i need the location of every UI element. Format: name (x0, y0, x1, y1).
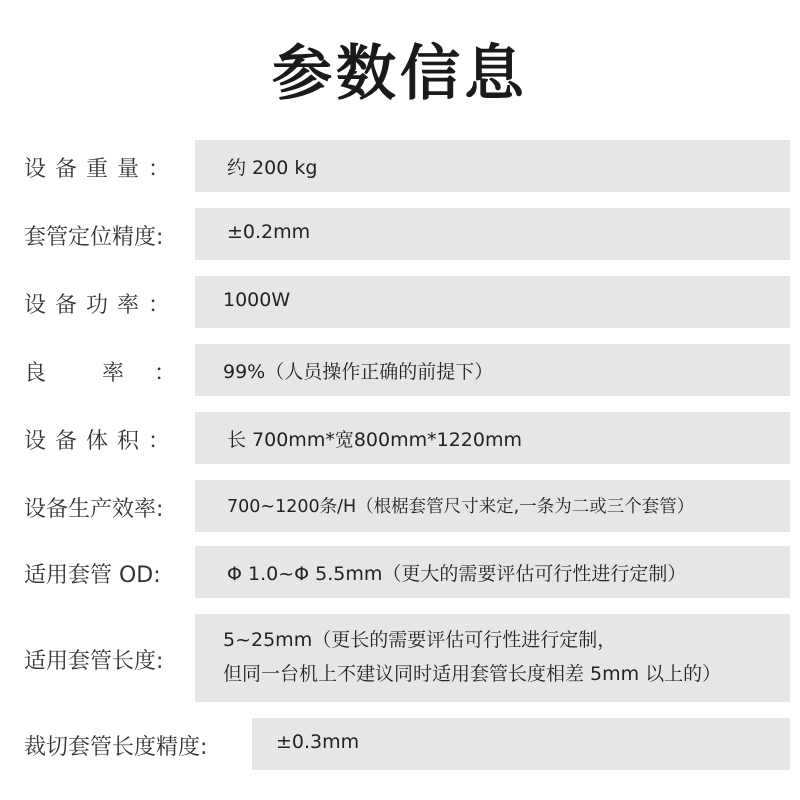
param-value: ±0.3mm (276, 731, 360, 753)
param-value-box (195, 614, 790, 702)
param-value-box (252, 718, 790, 770)
param-value-box (195, 480, 790, 532)
param-label: 套管定位精度: (24, 225, 164, 250)
page-title: 参数信息 (272, 39, 528, 109)
param-label: 设备生产效率: (24, 497, 164, 522)
param-value-box (195, 412, 790, 464)
param-row-positioning-precision (0, 208, 800, 260)
param-label: 设 备 体 积 ： (24, 429, 171, 454)
param-row-volume (0, 412, 800, 464)
param-value-line: 5~25mm（更长的需要评估可行性进行定制， (223, 629, 617, 651)
param-value: 约 200 kg (227, 157, 318, 179)
param-label: 良 率 ： (24, 361, 181, 386)
param-row-efficiency (0, 480, 800, 532)
param-value-line: 但同一台机上不建议同时适用套管长度相差 5mm 以上的） (223, 663, 722, 685)
param-value: 1000W (223, 289, 291, 311)
param-label: 设 备 功 率 ： (24, 293, 171, 318)
param-value-box (195, 344, 790, 396)
param-label: 适用套管 OD: (24, 563, 161, 588)
param-value-box (195, 140, 790, 192)
param-label: 适用套管长度: (24, 649, 164, 674)
param-value: 长 700mm*宽800mm*1220mm (227, 429, 522, 451)
param-row-weight (0, 140, 800, 192)
param-row-cut-precision (0, 718, 800, 770)
param-value: 99%（人员操作正确的前提下） (223, 361, 494, 383)
param-value-box (195, 276, 790, 328)
param-label: 裁切套管长度精度: (24, 735, 208, 760)
param-value: 700~1200条/H（根椐套管尺寸来定,一条为二或三个套管） (227, 497, 695, 517)
param-row-power (0, 276, 800, 328)
param-value: ±0.2mm (227, 221, 311, 243)
param-value-box (195, 208, 790, 260)
param-value-box (195, 546, 790, 598)
param-row-length (0, 614, 800, 702)
param-value: Φ 1.0~Φ 5.5mm（更大的需要评估可行性进行定制） (227, 563, 687, 585)
param-row-od (0, 546, 800, 598)
param-label: 设 备 重 量 ： (24, 157, 171, 182)
param-row-yield (0, 344, 800, 396)
